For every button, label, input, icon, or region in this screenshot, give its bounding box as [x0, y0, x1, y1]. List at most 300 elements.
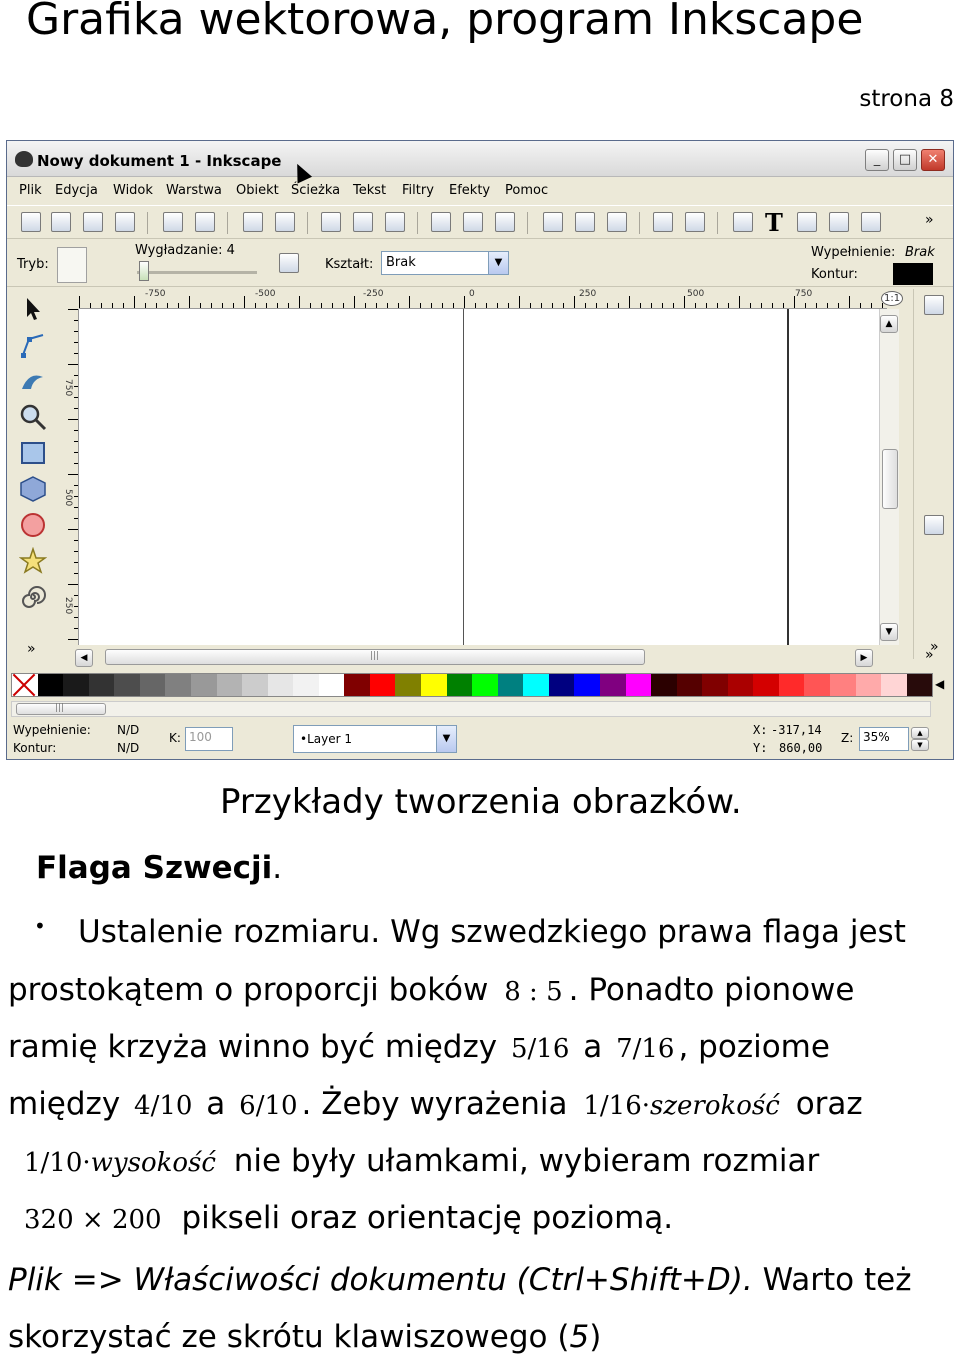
- zoom-label: Z:: [841, 731, 854, 745]
- ruler-tick: [178, 303, 179, 308]
- palette-scroll-thumb[interactable]: [16, 703, 106, 715]
- palette-menu-icon[interactable]: ◀: [935, 677, 945, 691]
- mode-pencil-icon[interactable]: [57, 247, 87, 283]
- ruler-tick: [74, 463, 78, 464]
- bullet-icon: •: [34, 914, 46, 938]
- mode-spiro-icon[interactable]: [89, 247, 119, 283]
- ruler-label: 0: [469, 289, 475, 299]
- subsection-title: [36, 850, 282, 886]
- chevron-down-icon: ▼: [488, 252, 508, 274]
- document-title: Grafika wektorowa, program Inkscape: [26, 0, 864, 45]
- shape-label: Kształt:: [325, 257, 374, 272]
- status-stroke-value: N/D: [117, 741, 140, 755]
- fill-stroke-icon[interactable]: [733, 212, 753, 232]
- text: Ustalenie rozmiaru. Wg szwedzkiego prawa flaga jest: [78, 914, 906, 950]
- ruler-label: -250: [363, 289, 384, 299]
- toolbox-overflow-icon[interactable]: »: [27, 641, 36, 657]
- ruler-tick: [486, 303, 487, 308]
- paragraph-line: [8, 1319, 601, 1355]
- menu-object[interactable]: Obiekt: [236, 183, 279, 198]
- color-swatch[interactable]: [498, 674, 524, 696]
- math-number: 1/10·: [24, 1148, 91, 1178]
- color-swatch[interactable]: [242, 674, 268, 696]
- paragraph-line: [8, 1086, 863, 1122]
- export-icon[interactable]: [195, 212, 215, 232]
- color-swatch[interactable]: [856, 674, 882, 696]
- snap-cusp-icon[interactable]: [924, 583, 944, 603]
- smoothing-label: Wygładzanie: 4: [135, 243, 235, 258]
- ruler-tick: [860, 303, 861, 308]
- toolbar-separator: [527, 212, 528, 234]
- menu-file[interactable]: Plik: [19, 183, 42, 198]
- layer-select[interactable]: [293, 725, 457, 753]
- ruler-tick: [772, 303, 773, 308]
- ruler-tick: [838, 303, 839, 308]
- cut-icon[interactable]: [353, 212, 373, 232]
- toolbar-separator: [717, 212, 718, 234]
- math-variable: szerokość: [650, 1091, 780, 1121]
- ruler-tick: [123, 303, 124, 308]
- mode-label: Tryb:: [17, 257, 49, 272]
- paragraph-line: [24, 1200, 673, 1236]
- math-dimensions: 320 × 200: [24, 1205, 162, 1235]
- inkscape-window: [6, 140, 954, 760]
- menubar: [7, 179, 953, 203]
- color-swatch[interactable]: [907, 674, 933, 696]
- ruler-tick: [827, 303, 828, 308]
- ruler-tick: [101, 303, 102, 308]
- ruler-tick: [74, 540, 78, 541]
- smoothing-slider-thumb[interactable]: [139, 261, 149, 281]
- scroll-down-icon[interactable]: ▼: [880, 623, 898, 641]
- align-icon[interactable]: [829, 212, 849, 232]
- zoom-icon[interactable]: [19, 403, 47, 431]
- toolbar-separator: [147, 212, 148, 234]
- star-icon[interactable]: [19, 547, 47, 575]
- spiral-icon[interactable]: [19, 583, 47, 611]
- ruler-tick: [74, 507, 78, 508]
- text: , poziome: [678, 1029, 830, 1065]
- math-expression: [583, 1091, 779, 1121]
- ruler-tick: [74, 562, 78, 563]
- menu-filters[interactable]: Filtry: [402, 183, 434, 198]
- ruler-tick: [376, 303, 377, 308]
- palette-scrollbar[interactable]: [11, 701, 931, 717]
- scroll-left-icon[interactable]: ◀: [75, 649, 93, 667]
- opacity-label: K:: [169, 731, 181, 745]
- chevron-down-icon: ▼: [436, 726, 456, 752]
- paragraph-line: [8, 972, 854, 1008]
- ruler-tick: [343, 303, 344, 308]
- snapbar-overflow-icon[interactable]: »: [930, 639, 939, 655]
- ruler-label: 250: [579, 289, 597, 299]
- text: skorzystać ze skrótu klawiszowego (: [8, 1319, 570, 1355]
- ruler-tick: [68, 364, 78, 365]
- duplicate-icon[interactable]: [543, 212, 563, 232]
- stroke-label: Kontur:: [811, 267, 858, 282]
- ruler-tick: [442, 303, 443, 308]
- text-font-icon[interactable]: T: [765, 208, 783, 237]
- selector-arrow-icon[interactable]: [19, 295, 47, 323]
- scroll-up-icon[interactable]: ▲: [880, 315, 898, 333]
- color-swatch[interactable]: [89, 674, 115, 696]
- ruler-tick: [68, 639, 78, 640]
- tool-controls-bar: [7, 241, 953, 287]
- commands-toolbar: [7, 205, 953, 239]
- ruler-tick: [277, 303, 278, 308]
- ungroup-icon[interactable]: [685, 212, 705, 232]
- toolbar-separator: [639, 212, 640, 234]
- unlink-clone-icon[interactable]: [607, 212, 627, 232]
- ruler-tick: [79, 296, 80, 308]
- close-button[interactable]: ✕: [921, 149, 945, 171]
- menu-view[interactable]: Widok: [113, 183, 153, 198]
- group-icon[interactable]: [653, 212, 673, 232]
- ruler-tick: [74, 617, 78, 618]
- menu-path-text: Plik => Właściwości dokumentu (Ctrl+Shift+D).: [8, 1262, 753, 1298]
- color-swatch[interactable]: [728, 674, 754, 696]
- toolbar-separator: [417, 212, 418, 234]
- text: a: [583, 1029, 603, 1065]
- node-edit-icon[interactable]: [19, 331, 47, 359]
- paragraph-line: [24, 1143, 819, 1179]
- clone-icon[interactable]: [575, 212, 595, 232]
- ruler-tick: [74, 551, 78, 552]
- ruler-tick: [134, 296, 135, 308]
- zoom-down-icon[interactable]: ▼: [911, 739, 929, 751]
- save-icon[interactable]: [83, 212, 103, 232]
- color-swatch[interactable]: [574, 674, 600, 696]
- ruler-tick: [805, 303, 806, 308]
- color-swatch[interactable]: [217, 674, 243, 696]
- ruler-label: -500: [255, 289, 276, 299]
- ruler-tick: [662, 303, 663, 308]
- ruler-tick: [541, 303, 542, 308]
- maximize-button[interactable]: □: [893, 149, 917, 171]
- ruler-tick: [211, 303, 212, 308]
- color-swatch[interactable]: [549, 674, 575, 696]
- color-swatch[interactable]: [472, 674, 498, 696]
- xml-editor-icon[interactable]: [797, 212, 817, 232]
- ruler-tick: [74, 375, 78, 376]
- color-swatch[interactable]: [830, 674, 856, 696]
- color-swatch[interactable]: [395, 674, 421, 696]
- text: Warto też: [762, 1262, 912, 1298]
- ruler-tick: [74, 320, 78, 321]
- menu-text[interactable]: Tekst: [353, 183, 387, 198]
- paragraph-line: [78, 914, 906, 950]
- shape-select-value: Brak: [386, 255, 416, 270]
- color-swatch[interactable]: [319, 674, 345, 696]
- palette-overflow-icon[interactable]: »: [925, 647, 934, 663]
- redo-icon[interactable]: [275, 212, 295, 232]
- ruler-tick: [189, 296, 190, 308]
- ruler-tick: [728, 303, 729, 308]
- ruler-tick: [849, 296, 850, 308]
- window-titlebar[interactable]: [7, 141, 953, 177]
- menu-help[interactable]: Pomoc: [505, 183, 549, 198]
- ruler-tick: [618, 303, 619, 308]
- color-swatch[interactable]: [421, 674, 447, 696]
- cursor-y-value: 860,00: [779, 741, 823, 755]
- page-border: [463, 309, 789, 645]
- scroll-right-icon[interactable]: ▶: [855, 649, 873, 667]
- ruler-tick: [74, 441, 78, 442]
- ruler-tick: [464, 296, 465, 308]
- ruler-tick: [585, 303, 586, 308]
- zoom-selection-icon[interactable]: [431, 212, 451, 232]
- text: . Żeby wyrażenia: [301, 1086, 568, 1122]
- ruler-tick: [409, 296, 410, 308]
- color-swatch[interactable]: [344, 674, 370, 696]
- ruler-tick: [706, 303, 707, 308]
- layer-select-value: •Layer 1: [300, 732, 352, 746]
- ruler-tick: [74, 518, 78, 519]
- snap-toolbar: [913, 289, 953, 659]
- ruler-tick: [68, 529, 78, 530]
- ruler-tick: [365, 303, 366, 308]
- ruler-tick: [156, 303, 157, 308]
- ruler-tick: [74, 573, 78, 574]
- ruler-tick: [629, 296, 630, 308]
- ruler-tick: [68, 309, 78, 310]
- status-fill-label: Wypełnienie:: [13, 723, 91, 737]
- subsection-title-text: Flaga Szwecji: [36, 850, 273, 886]
- status-bar: [7, 719, 953, 760]
- ruler-tick: [233, 303, 234, 308]
- color-swatch[interactable]: [370, 674, 396, 696]
- ruler-tick: [222, 303, 223, 308]
- copy-icon[interactable]: [321, 212, 341, 232]
- math-ratio: 8 : 5: [504, 977, 563, 1007]
- ruler-tick: [695, 303, 696, 308]
- ruler-tick: [387, 303, 388, 308]
- ruler-tick: [74, 408, 78, 409]
- horizontal-scroll-thumb[interactable]: [105, 649, 645, 665]
- color-swatch[interactable]: [191, 674, 217, 696]
- preferences-icon[interactable]: [861, 212, 881, 232]
- toolbar-separator: [227, 212, 228, 234]
- snap-paths-icon[interactable]: [924, 515, 944, 535]
- color-swatch[interactable]: [881, 674, 907, 696]
- math-fraction: 6/10: [239, 1091, 298, 1121]
- color-swatch[interactable]: [600, 674, 626, 696]
- zoom-1to1-button[interactable]: 1:1: [881, 291, 903, 306]
- ruler-tick: [321, 303, 322, 308]
- tweak-icon[interactable]: [19, 367, 47, 395]
- paragraph-line: [8, 1029, 830, 1065]
- zoom-input[interactable]: 35%: [859, 727, 909, 751]
- math-fraction: 4/10: [134, 1091, 193, 1121]
- ruler-tick: [354, 296, 355, 308]
- subsection-title-end: .: [272, 850, 283, 886]
- eye-visibility-icon[interactable]: [243, 729, 263, 749]
- ruler-tick: [74, 628, 78, 629]
- ruler-tick: [244, 296, 245, 308]
- ruler-tick: [266, 303, 267, 308]
- color-swatch[interactable]: [268, 674, 294, 696]
- ruler-tick: [420, 303, 421, 308]
- math-variable: wysokość: [90, 1148, 216, 1178]
- text: pikseli oraz orientację poziomą.: [181, 1200, 674, 1236]
- page-number: strona 8: [859, 86, 954, 112]
- snap-bbox-icon[interactable]: [924, 369, 944, 389]
- color-swatch[interactable]: [165, 674, 191, 696]
- text: nie były ułamkami, wybieram rozmiar: [233, 1143, 820, 1179]
- 3d-box-icon[interactable]: [19, 475, 47, 503]
- color-swatch[interactable]: [293, 674, 319, 696]
- ruler-tick: [530, 303, 531, 308]
- menu-extensions[interactable]: Efekty: [449, 183, 491, 198]
- toolbar-overflow-icon[interactable]: »: [925, 212, 934, 228]
- color-swatch[interactable]: [63, 674, 89, 696]
- vertical-scrollbar[interactable]: [879, 309, 899, 645]
- rectangle-icon[interactable]: [19, 439, 47, 467]
- horizontal-scrollbar[interactable]: [73, 647, 881, 669]
- color-palette: [11, 673, 933, 697]
- ruler-tick: [816, 303, 817, 308]
- color-swatch[interactable]: [804, 674, 830, 696]
- ruler-tick: [200, 303, 201, 308]
- snap-centers-icon[interactable]: [924, 465, 944, 485]
- text: oraz: [795, 1086, 863, 1122]
- no-paint-swatch[interactable]: [12, 674, 38, 696]
- snap-midpoints-icon[interactable]: [924, 433, 944, 453]
- toolbox: [7, 289, 59, 659]
- snap-nodes-icon[interactable]: [924, 335, 944, 355]
- horizontal-ruler: [79, 289, 887, 309]
- text: a: [206, 1086, 226, 1122]
- inkscape-logo-icon: [15, 151, 33, 167]
- color-swatch[interactable]: [523, 674, 549, 696]
- ruler-label: 500: [63, 489, 73, 507]
- ruler-label: 750: [63, 379, 73, 397]
- ruler-tick: [497, 303, 498, 308]
- snap-enable-icon[interactable]: [924, 295, 944, 315]
- snap-edges-icon[interactable]: [924, 401, 944, 421]
- smoothing-slider-track[interactable]: [137, 271, 257, 274]
- snap-intersections-icon[interactable]: [924, 551, 944, 571]
- scroll-grip: |||: [55, 703, 65, 713]
- ruler-tick: [74, 496, 78, 497]
- ruler-tick: [574, 296, 575, 308]
- color-swatch[interactable]: [626, 674, 652, 696]
- color-swatch[interactable]: [753, 674, 779, 696]
- menu-path[interactable]: Ścieżka: [291, 183, 341, 198]
- ruler-tick: [508, 303, 509, 308]
- ruler-tick: [332, 303, 333, 308]
- zoom-up-icon[interactable]: ▲: [911, 727, 929, 739]
- window-title: Nowy dokument 1 - Inkscape: [37, 152, 282, 170]
- stroke-swatch[interactable]: [893, 263, 933, 285]
- ruler-tick: [288, 303, 289, 308]
- ellipse-icon[interactable]: [19, 511, 47, 539]
- ruler-tick: [783, 303, 784, 308]
- import-icon[interactable]: [163, 212, 183, 232]
- ruler-tick: [74, 331, 78, 332]
- ruler-tick: [431, 303, 432, 308]
- text: między: [8, 1086, 121, 1122]
- shortcut-key: 5: [569, 1319, 590, 1355]
- fill-value: Brak: [905, 245, 935, 260]
- ruler-label: -750: [145, 289, 166, 299]
- color-swatch[interactable]: [38, 674, 64, 696]
- ruler-tick: [552, 303, 553, 308]
- status-fill-value: N/D: [117, 723, 140, 737]
- open-icon[interactable]: [51, 212, 71, 232]
- ruler-tick: [74, 386, 78, 387]
- ruler-tick: [684, 296, 685, 308]
- zoom-page-icon[interactable]: [495, 212, 515, 232]
- color-swatch[interactable]: [114, 674, 140, 696]
- ruler-tick: [145, 303, 146, 308]
- color-swatch[interactable]: [651, 674, 677, 696]
- undo-icon[interactable]: [243, 212, 263, 232]
- vertical-ruler: [61, 309, 79, 645]
- paragraph-line: [8, 1262, 911, 1298]
- vertical-scroll-thumb[interactable]: [882, 449, 898, 509]
- color-swatch[interactable]: [702, 674, 728, 696]
- opacity-input[interactable]: 100: [185, 727, 233, 751]
- ruler-tick: [167, 303, 168, 308]
- print-icon[interactable]: [115, 212, 135, 232]
- ruler-tick: [475, 303, 476, 308]
- math-fraction: 5/16: [510, 1034, 570, 1064]
- ruler-tick: [310, 303, 311, 308]
- shape-select[interactable]: [381, 251, 509, 275]
- ruler-tick: [90, 303, 91, 308]
- text: ): [589, 1319, 602, 1355]
- color-swatch[interactable]: [140, 674, 166, 696]
- color-swatch[interactable]: [779, 674, 805, 696]
- scroll-grip: |||: [370, 651, 380, 661]
- color-swatch[interactable]: [677, 674, 703, 696]
- ruler-tick: [74, 430, 78, 431]
- status-stroke-label: Kontur:: [13, 741, 57, 755]
- ruler-tick: [74, 485, 78, 486]
- ruler-tick: [74, 397, 78, 398]
- section-title: Przykłady tworzenia obrazków.: [220, 782, 742, 822]
- menu-edit[interactable]: Edycja: [55, 183, 98, 198]
- ruler-tick: [74, 452, 78, 453]
- drawing-canvas[interactable]: [79, 309, 887, 645]
- ruler-tick: [882, 303, 883, 308]
- paste-icon[interactable]: [385, 212, 405, 232]
- reset-style-icon[interactable]: [279, 253, 299, 273]
- ruler-label: 250: [63, 597, 73, 615]
- lock-icon[interactable]: [267, 729, 287, 749]
- ruler-tick: [299, 296, 300, 308]
- ruler-tick: [640, 303, 641, 308]
- ruler-tick: [68, 419, 78, 420]
- ruler-tick: [519, 296, 520, 308]
- cursor-x-value: -317,14: [771, 723, 822, 737]
- menu-layer[interactable]: Warstwa: [166, 183, 222, 198]
- zoom-drawing-icon[interactable]: [463, 212, 483, 232]
- ruler-tick: [607, 303, 608, 308]
- ruler-tick: [761, 303, 762, 308]
- color-swatch[interactable]: [447, 674, 473, 696]
- toolbar-separator: [307, 212, 308, 234]
- math-number: 1/16·: [583, 1091, 650, 1121]
- ruler-tick: [596, 303, 597, 308]
- ruler-tick: [651, 303, 652, 308]
- ruler-tick: [398, 303, 399, 308]
- ruler-tick: [673, 303, 674, 308]
- minimize-button[interactable]: _: [865, 149, 889, 171]
- new-document-icon[interactable]: [21, 212, 41, 232]
- text: prostokątem o proporcji boków: [8, 972, 489, 1008]
